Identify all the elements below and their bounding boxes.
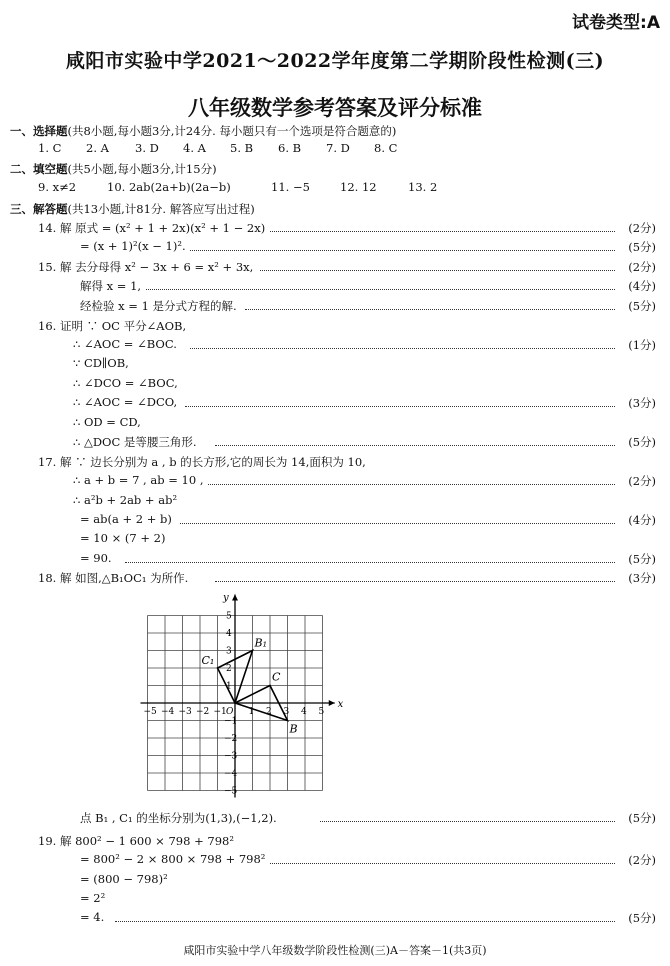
point-label-b: B: [289, 722, 298, 736]
solution-line: 14. 解 原式 = (x² + 1 + 2x)(x² + 1 − 2x) (2分): [38, 221, 656, 235]
score: (2分): [625, 259, 656, 275]
solution-line: ∴ ∠AOC = ∠BOC. (1分): [73, 337, 656, 352]
solution-line: 点 B₁ , C₁ 的坐标分别为(1,3),(−1,2). (5分): [80, 811, 656, 825]
solution-line: 16. 证明 ∵ OC 平分∠AOB,: [0, 318, 670, 334]
solution-line: 经检验 x = 1 是分式方程的解. (5分): [80, 299, 656, 313]
score: (2分): [625, 852, 656, 868]
x-tick-label: 3: [283, 707, 290, 717]
y-tick-label: −5: [224, 786, 238, 797]
answer-9: 9. x≠2: [38, 180, 77, 194]
solution-line: 19. 解 800² − 1 600 × 798 + 798²: [0, 833, 670, 849]
x-tick-label: −5: [143, 707, 157, 717]
score: (5分): [625, 298, 656, 314]
answer-7: 7. D: [326, 141, 350, 155]
section2-header: [10, 161, 217, 177]
answer-11: 11. −5: [271, 180, 310, 194]
x-tick-label: 2: [266, 707, 272, 717]
solution-line: ∴ a²b + 2ab + ab²: [0, 493, 670, 509]
section1-header: [10, 123, 396, 139]
y-tick-label: −2: [224, 734, 238, 744]
section1-heading: 一、选择题: [10, 124, 68, 138]
y-tick-label: 4: [226, 629, 232, 639]
answer-8: 8. C: [374, 141, 398, 155]
solution-line: ∴ △DOC 是等腰三角形. (5分): [73, 435, 656, 449]
answer-1: 1. C: [38, 141, 62, 155]
y-tick-label: 5: [226, 611, 232, 622]
section2-desc: (共5小题,每小题3分,计15分): [67, 162, 217, 176]
solution-line: ∴ a + b = 7 , ab = 10 , (2分): [73, 473, 656, 488]
solution-line: = 90. (5分): [80, 551, 656, 566]
x-tick-label: 1: [248, 707, 255, 717]
point-label-c: C: [272, 670, 281, 684]
score: (4分): [625, 278, 656, 294]
y-axis-label: y: [223, 592, 229, 604]
y-axis-arrow: [232, 595, 238, 601]
answer-10: 10. 2ab(2a+b)(2a−b): [107, 180, 231, 194]
y-tick-label: 1: [226, 681, 232, 692]
point-label-c1: C₁: [201, 654, 215, 667]
answer-12: 12. 12: [340, 180, 377, 194]
section1-answers: [0, 141, 670, 157]
score: (2分): [625, 220, 656, 236]
page-subtitle: 八年级数学参考答案及评分标准: [188, 96, 482, 120]
y-tick-label: 3: [226, 646, 232, 657]
solution-line: 18. 解 如图,△B₁OC₁ 为所作. (3分): [38, 571, 656, 585]
solution-line: 17. 解 ∵ 边长分别为 a , b 的长方形,它的周长为 14,面积为 10,: [0, 454, 670, 470]
solution-line: = 2²: [0, 891, 670, 907]
section3-desc: (共13小题,计81分. 解答应写出过程): [67, 202, 255, 216]
score: (3分): [625, 570, 656, 586]
answer-13: 13. 2: [408, 180, 438, 194]
answer-3: 3. D: [135, 141, 159, 155]
solution-line: ∴ ∠AOC = ∠DCO, (3分): [73, 395, 656, 410]
section3-heading: 三、解答题: [10, 202, 68, 216]
section1-desc: (共8小题,每小题3分,计24分. 每小题只有一个选项是符合题意的): [67, 124, 397, 138]
solution-line: = 4. (5分): [80, 910, 656, 925]
solution-line: = (800 − 798)²: [0, 872, 670, 888]
answer-6: 6. B: [278, 141, 302, 155]
y-tick-label: −4: [224, 769, 238, 779]
page-footer: 咸阳市实验中学八年级数学阶段性检测(三)A－答案－1(共3页): [183, 944, 487, 957]
score: (5分): [625, 239, 656, 255]
score: (2分): [625, 473, 656, 489]
section2-heading: 二、填空题: [10, 162, 68, 176]
y-tick-label: −3: [224, 751, 238, 762]
score: (5分): [625, 434, 656, 450]
score: (5分): [625, 810, 656, 826]
x-axis-arrow: [329, 700, 335, 706]
score: (5分): [625, 551, 656, 567]
y-tick-label: 2: [226, 664, 232, 674]
score: (3分): [625, 395, 656, 411]
x-tick-label: −2: [196, 707, 210, 717]
section3-header: [10, 201, 255, 217]
solution-line: = ab(a + 2 + b) (4分): [80, 512, 656, 527]
answer-2: 2. A: [86, 141, 109, 155]
x-tick-label: 4: [301, 707, 307, 717]
score: (1分): [625, 337, 656, 353]
x-axis-label: x: [337, 699, 344, 710]
solution-line: ∴ OD = CD,: [0, 415, 670, 431]
x-tick-label: 5: [318, 707, 325, 717]
coordinate-graph: [125, 585, 345, 807]
solution-line: ∴ ∠DCO = ∠BOC,: [0, 376, 670, 392]
solution-line: 解得 x = 1, (4分): [80, 279, 656, 293]
answer-5: 5. B: [230, 141, 254, 155]
score: (4分): [625, 512, 656, 528]
x-tick-label: −3: [178, 707, 192, 717]
point-label-b1: B₁: [254, 636, 267, 650]
section2-answers: [0, 180, 670, 196]
x-tick-label: O: [226, 707, 234, 717]
solution-line: ∵ CD∥OB,: [0, 356, 670, 372]
page-title: 咸阳市实验中学2021～2022学年度第二学期阶段性检测(三): [65, 50, 605, 72]
solution-line: = 10 × (7 + 2): [0, 531, 670, 547]
x-tick-label: −4: [161, 707, 175, 717]
score: (5分): [625, 910, 656, 926]
y-tick-label: −1: [224, 716, 238, 727]
solution-line: = 800² − 2 × 800 × 798 + 798² (2分): [80, 852, 656, 867]
x-tick-label: −1: [213, 707, 227, 717]
paper-type: 试卷类型:A: [572, 13, 660, 33]
answer-4: 4. A: [183, 141, 206, 155]
solution-line: = (x + 1)²(x − 1)². (5分): [80, 239, 656, 254]
solution-line: 15. 解 去分母得 x² − 3x + 6 = x² + 3x, (2分): [38, 260, 656, 274]
